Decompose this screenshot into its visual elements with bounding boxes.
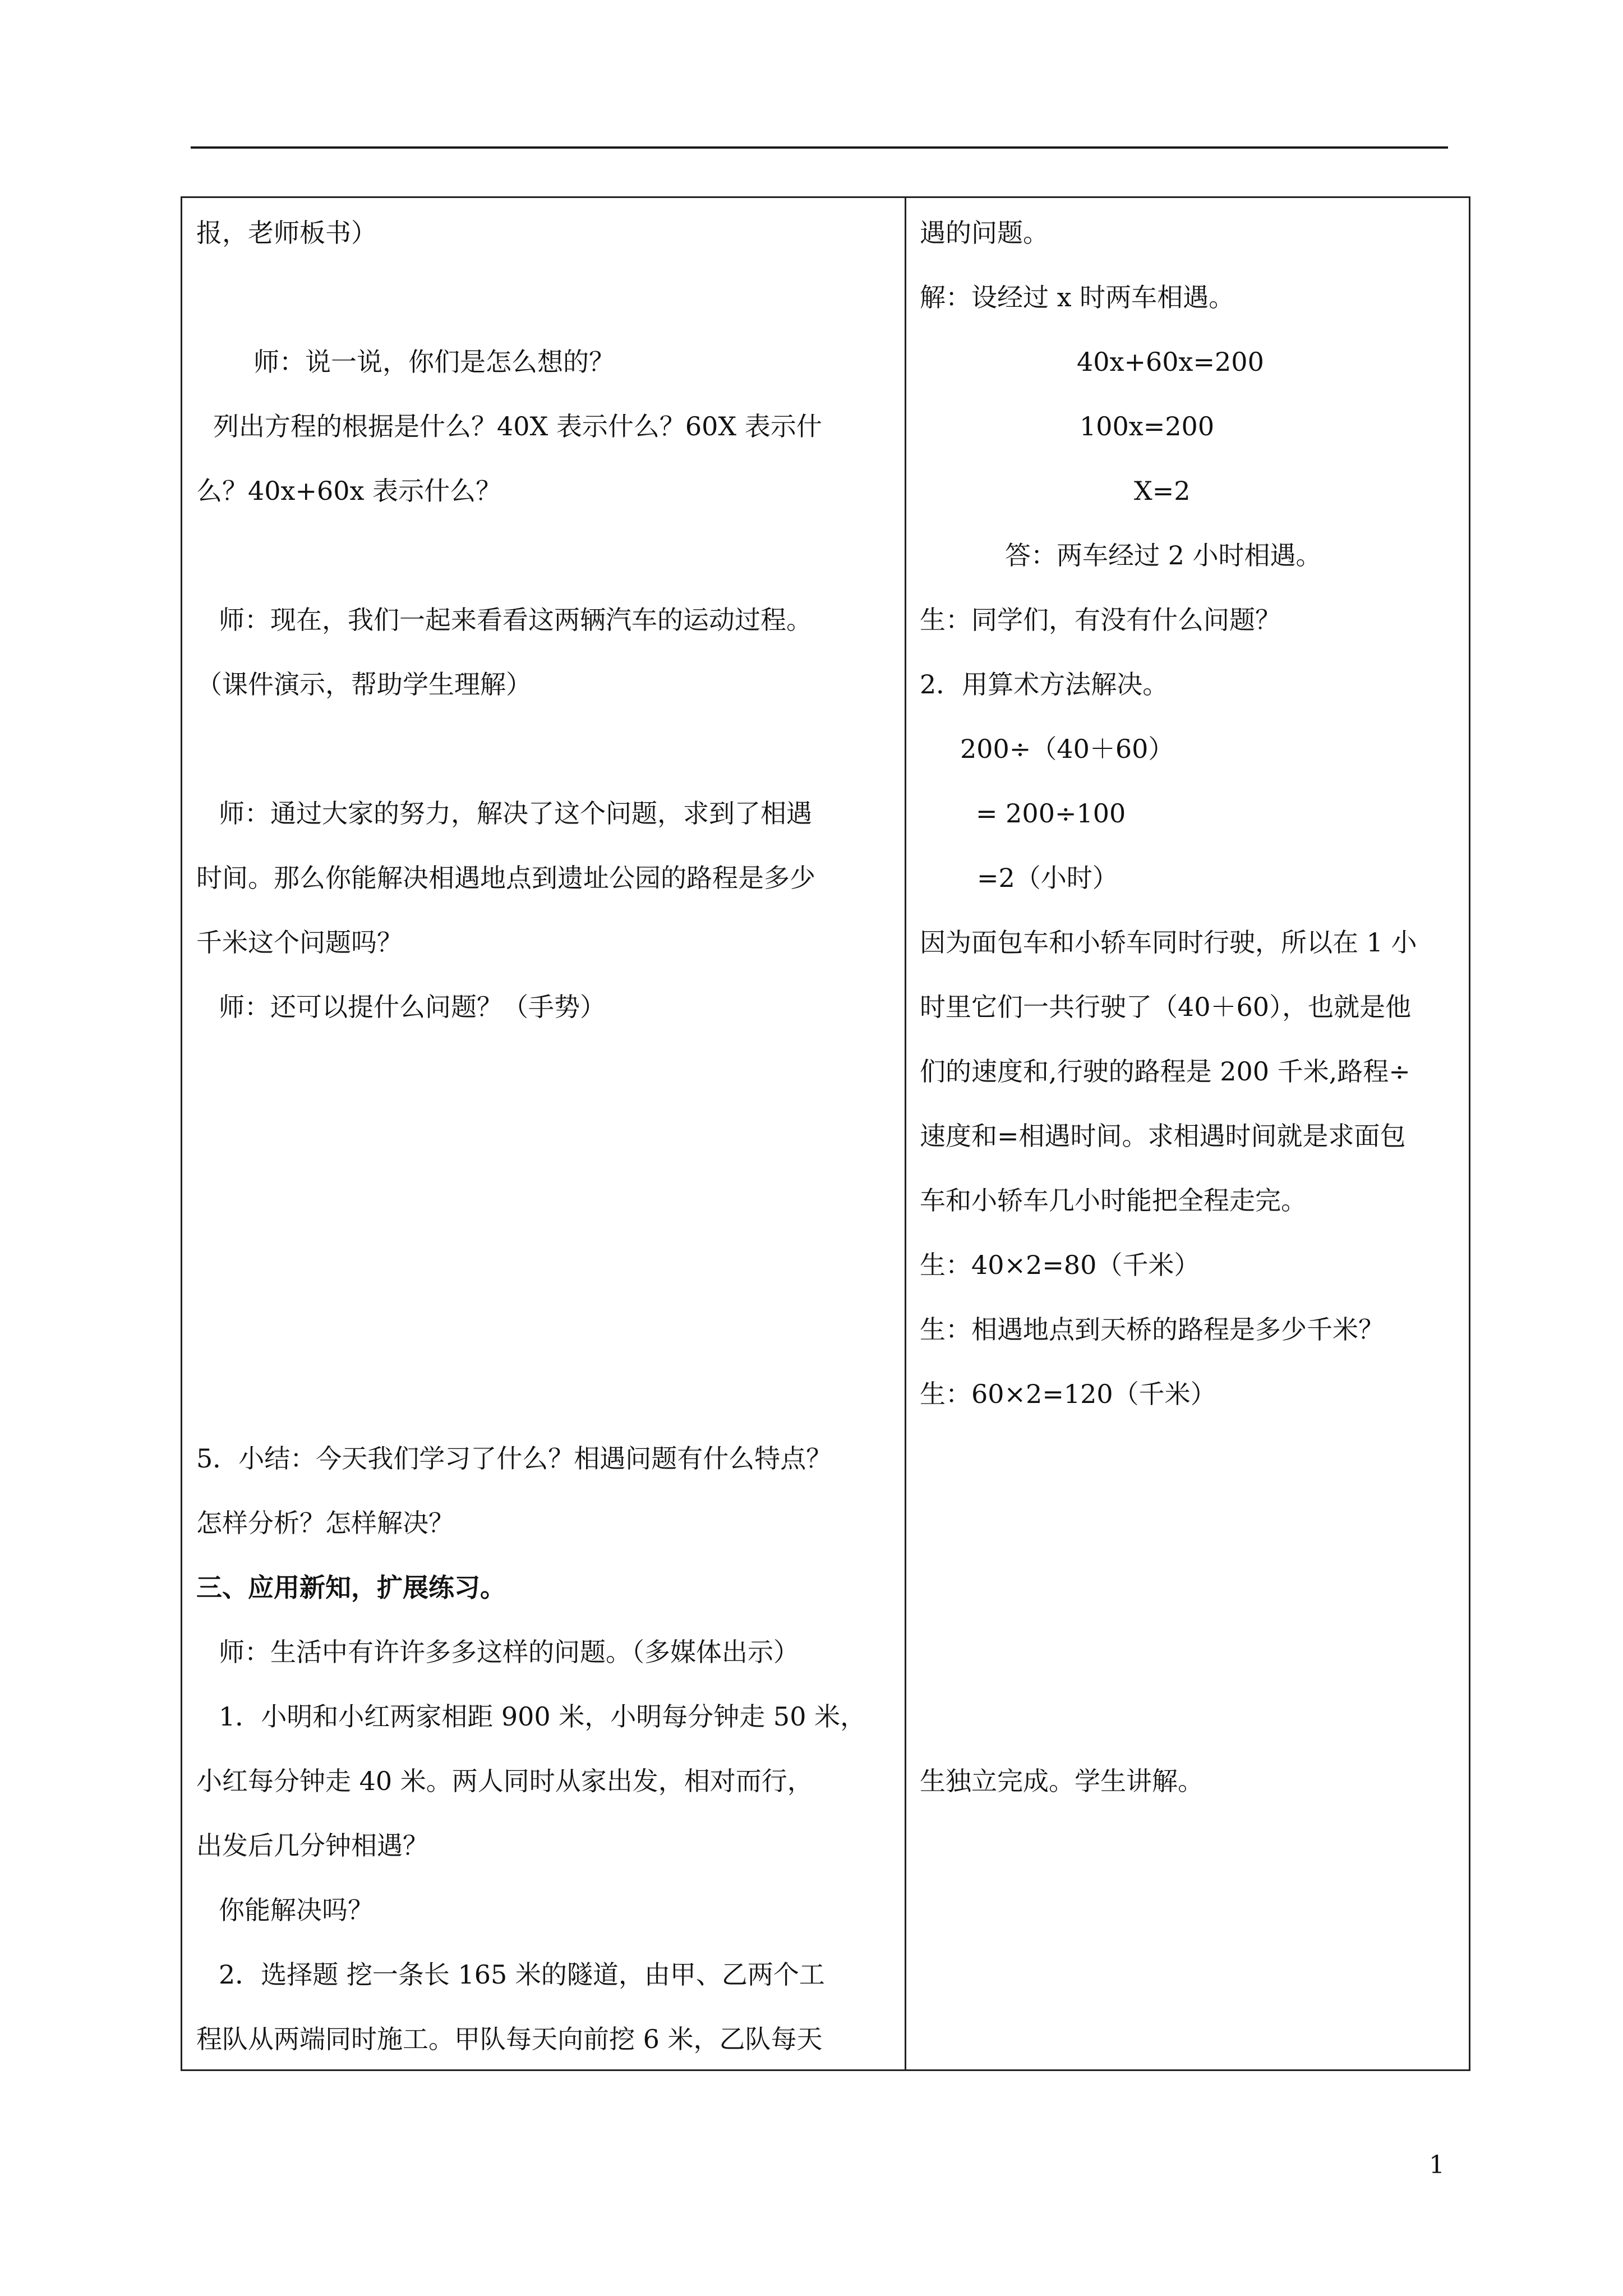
right-line-16: 车和小轿车几小时能把全程走完。 [920, 1185, 1307, 1216]
left-line-2: 师：说一说，你们是怎么想的？ [253, 347, 615, 377]
left-line-8: 时间。那么你能解决相遇地点到遗址公园的路程是多少 [196, 863, 815, 893]
right-line-4: 100x=200 [1080, 411, 1215, 441]
right-line-11: =2（小时） [977, 863, 1118, 893]
left-line-15: 1．小明和小红两家相距 900 米，小明每分钟走 50 米， [219, 1701, 866, 1732]
left-line-9: 千米这个问题吗？ [196, 927, 403, 958]
page-number: 1 [1429, 2151, 1445, 2179]
right-line-1: 遇的问题。 [920, 218, 1049, 248]
right-line-6: 答：两车经过 2 小时相遇。 [1005, 540, 1322, 570]
left-line-7: 师：通过大家的努力，解决了这个问题，求到了相遇 [219, 798, 812, 829]
left-line-10: 师：还可以提什么问题？（手势） [219, 992, 606, 1022]
right-line-10: = 200÷100 [976, 798, 1126, 829]
left-line-19: 2．选择题 挖一条长 165 米的隧道，由甲、乙两个工 [219, 1959, 825, 1990]
right-line-15: 速度和=相遇时间。求相遇时间就是求面包 [920, 1121, 1406, 1151]
left-line-5: 师：现在，我们一起来看看这两辆汽车的运动过程。 [219, 605, 812, 635]
right-line-13: 时里它们一共行驶了（40＋60），也就是他 [920, 992, 1412, 1022]
left-line-6: （课件演示，帮助学生理解） [196, 669, 532, 700]
left-line-17: 出发后几分钟相遇？ [196, 1830, 428, 1861]
left-line-3: 列出方程的根据是什么？40X 表示什么？60X 表示什 [213, 411, 822, 441]
right-line-2: 解：设经过 x 时两车相遇。 [920, 282, 1235, 312]
left-line-12: 怎样分析？怎样解决？ [196, 1508, 454, 1538]
right-line-9: 200÷（40＋60） [960, 734, 1174, 764]
column-divider [905, 196, 906, 2071]
left-line-14: 师：生活中有许许多多这样的问题。（多媒体出示） [219, 1637, 799, 1667]
left-line-1: 报，老师板书） [196, 218, 377, 248]
left-line-4: 么？40x+60x 表示什么？ [196, 476, 502, 506]
left-line-11: 5．小结：今天我们学习了什么？相遇问题有什么特点？ [196, 1443, 832, 1474]
header-rule [191, 146, 1448, 149]
right-line-12: 因为面包车和小轿车同时行驶，所以在 1 小 [920, 927, 1417, 958]
right-line-8: 2．用算术方法解决。 [920, 669, 1169, 700]
right-line-19: 生：60×2=120（千米） [920, 1379, 1216, 1409]
left-line-16: 小红每分钟走 40 米。两人同时从家出发，相对而行， [196, 1766, 813, 1796]
right-line-3: 40x+60x=200 [1077, 347, 1264, 377]
left-line-20: 程队从两端同时施工。甲队每天向前挖 6 米，乙队每天 [196, 2024, 823, 2054]
right-line-20: 生独立完成。学生讲解。 [920, 1766, 1204, 1796]
right-line-7: 生：同学们，有没有什么问题？ [920, 605, 1281, 635]
right-line-14: 们的速度和,行驶的路程是 200 千米,路程÷ [920, 1056, 1410, 1087]
right-line-17: 生：40×2=80（千米） [920, 1250, 1200, 1280]
right-line-18: 生：相遇地点到天桥的路程是多少千米？ [920, 1314, 1384, 1345]
section-heading: 三、应用新知，扩展练习。 [196, 1572, 506, 1603]
left-line-18: 你能解决吗？ [219, 1895, 374, 1925]
right-line-5: X=2 [1134, 476, 1191, 506]
